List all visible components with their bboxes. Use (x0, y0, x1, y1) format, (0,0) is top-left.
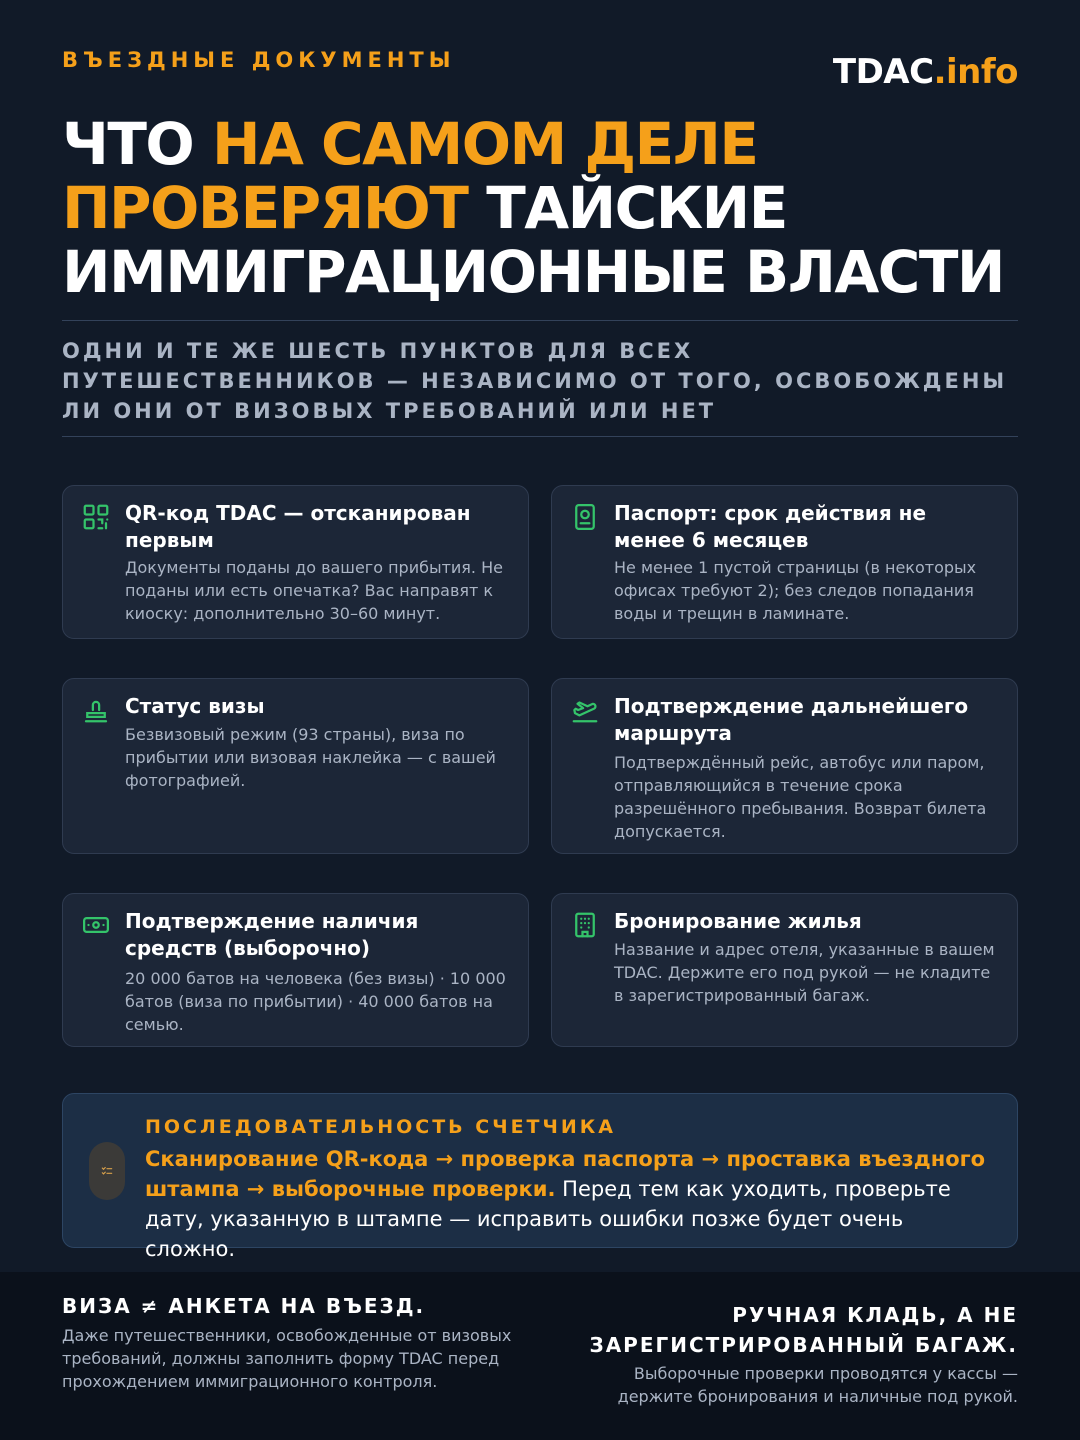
brand-accent: .info (933, 52, 1018, 92)
card-body: Безвизовый режим (93 страны), виза по прибытии или визовая наклейка — с вашей фотографией. (125, 725, 496, 790)
brand-main: TDAC (832, 52, 934, 92)
card-proof-of-funds (62, 893, 529, 1047)
qr-code-icon (81, 502, 111, 532)
eyebrow: ВЪЕЗДНЫЕ ДОКУМЕНТЫ (62, 48, 456, 72)
card-body: Подтверждённый рейс, автобус или паром, отправляющийся в течение срока разрешённого пребывания. Возврат билета допускается. (614, 753, 987, 841)
page-title (62, 112, 1042, 304)
divider (62, 436, 1018, 437)
sequence-note: Перед тем как уходить, проверьте дату, указанную в штампе — исправить ошибки позже будет очень сложно. (145, 1177, 951, 1261)
card-title: Бронирование жилья (614, 909, 862, 933)
sequence-label: ПОСЛЕДОВАТЕЛЬНОСТЬ СЧЕТЧИКА (145, 1116, 617, 1138)
card-title: Паспорт: срок действия не менее 6 месяцев (614, 501, 927, 552)
card-onward-travel (551, 678, 1018, 854)
card-title: Подтверждение наличия средств (выборочно) (125, 909, 419, 960)
footer-left-title: ВИЗА ≠ АНКЕТА НА ВЪЕЗД. (62, 1294, 426, 1318)
card-title: Подтверждение дальнейшего маршрута (614, 694, 969, 745)
brand-logo[interactable] (833, 52, 1018, 92)
footer-right-body: Выборочные проверки проводятся у кассы — держите бронирования и наличные под рукой. (617, 1364, 1018, 1406)
passport-icon (570, 502, 600, 532)
headline-highlight: НА САМОМ ДЕЛЕ ПРОВЕРЯЮТ (62, 110, 758, 242)
sequence-highlight: Сканирование QR-кода → проверка паспорта → проставка въездного штампа → выборочные проверки. (145, 1147, 986, 1201)
banknote-icon (81, 910, 111, 940)
card-accommodation (551, 893, 1018, 1047)
stamp-icon (81, 695, 111, 725)
card-title: Статус визы (125, 694, 265, 718)
divider (62, 320, 1018, 321)
counter-sequence-panel (62, 1093, 1018, 1261)
footer (0, 1272, 1080, 1440)
footer-left-body: Даже путешественники, освобожденные от визовых требований, должны заполнить форму TDAC перед прохождением иммиграционного контроля. (62, 1326, 512, 1391)
card-passport (551, 485, 1018, 639)
card-body: 20 000 батов на человека (без визы) · 10 000 батов (виза по прибытии) · 40 000 батов на семью. (125, 969, 506, 1034)
footer-right-title: РУЧНАЯ КЛАДЬ, А НЕ ЗАРЕГИСТРИРОВАННЫЙ БАГАЖ. (589, 1303, 1018, 1357)
card-body: Не менее 1 пустой страницы (в некоторых офисах требуют 2); без следов попадания воды и трещин в ламинате. (614, 558, 977, 623)
hotel-icon (570, 910, 600, 940)
checklist-icon (89, 1142, 125, 1200)
headline-part1: ЧТО (62, 110, 212, 178)
card-visa-status (62, 678, 529, 854)
card-body: Документы поданы до вашего прибытия. Не поданы или есть опечатка? Вас направят к киоску: дополнительно 30–60 минут. (125, 558, 503, 623)
card-body: Название и адрес отеля, указанные в вашем TDAC. Держите его под рукой — не кладите в зарегистрированный багаж. (614, 940, 995, 1005)
plane-departure-icon (570, 695, 600, 725)
sequence-text (145, 1144, 993, 1264)
card-tdac-qr (62, 485, 529, 639)
subtitle: ОДНИ И ТЕ ЖЕ ШЕСТЬ ПУНКТОВ ДЛЯ ВСЕХ ПУТЕШЕСТВЕННИКОВ — НЕЗАВИСИМО ОТ ТОГО, ОСВОБОЖДЕНЫ ЛИ ОНИ ОТ ВИЗОВЫХ ТРЕБОВАНИЙ ИЛИ НЕТ (62, 339, 1008, 423)
card-title: QR-код TDAC — отсканирован первым (125, 501, 471, 552)
headline-part2: ТАЙСКИЕ ИММИГРАЦИОННЫЕ ВЛАСТИ (62, 174, 1004, 306)
